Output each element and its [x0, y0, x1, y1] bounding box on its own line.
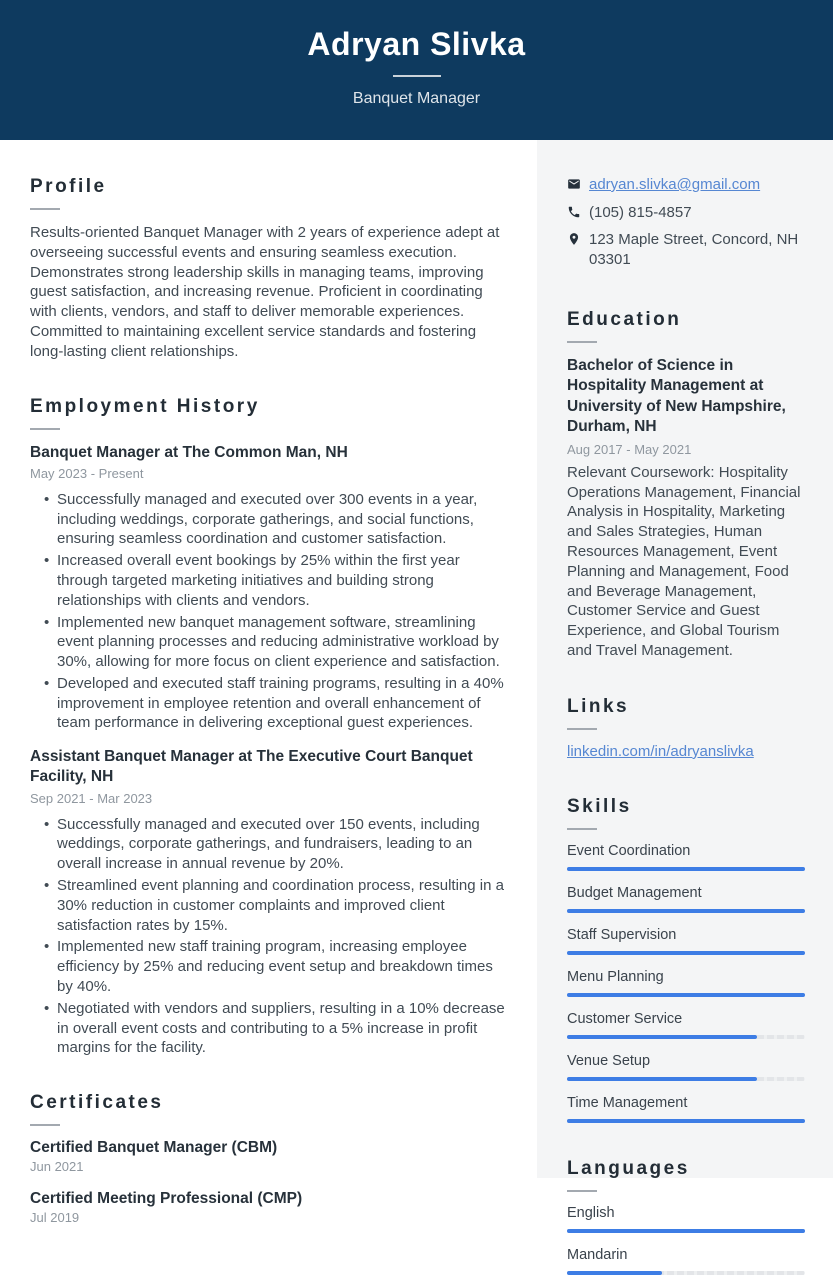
job-bullet-list — [30, 815, 507, 1059]
skill-bar-fill — [567, 1119, 805, 1123]
skill-bar-track — [567, 951, 805, 955]
skill-item — [567, 927, 805, 955]
email-link[interactable]: adryan.slivka@gmail.com — [589, 176, 761, 193]
job-entry — [30, 443, 507, 734]
phone-icon — [567, 203, 589, 225]
linkedin-link[interactable]: linkedin.com/in/adryanslivka — [567, 742, 754, 760]
profile-text: Results-oriented Banquet Manager with 2 years of experience adept at overseeing successful events and ensuring seamless execution. Demonstrates strong leadership skills in managing teams, improving guest satisfaction, and increasing revenue. Proficient in coordinating with clients, vendors, and staff to deliver memorable experiences. Committed to maintaining excellent service standards and fostering long-lasting client relationships. — [30, 224, 500, 360]
skill-name: Menu Planning — [567, 968, 664, 985]
skill-bar-fill — [567, 951, 805, 955]
sidebar-column — [537, 140, 833, 1263]
language-bar-fill — [567, 1271, 662, 1275]
job-bullet: • Developed and executed staff training programs, resulting in a 40% improvement in employee retention and overall enhancement of team performance in delivering exceptional guest experiences. — [30, 674, 507, 733]
languages-section — [567, 1158, 805, 1275]
section-divider — [567, 728, 597, 730]
certificate-date: Jul 2019 — [30, 1210, 80, 1226]
section-divider — [567, 828, 597, 830]
degree-title: Bachelor of Science in Hospitality Management at University of New Hampshire, Durham, NH — [567, 357, 786, 436]
skill-bar-track — [567, 993, 805, 997]
certificate-entry — [30, 1190, 507, 1225]
resume-body — [0, 140, 833, 1263]
certificates-section — [30, 1092, 507, 1225]
profile-heading: Profile — [30, 176, 107, 197]
certificates-heading: Certificates — [30, 1092, 164, 1114]
skills-heading: Skills — [567, 795, 632, 817]
section-divider — [30, 428, 60, 430]
envelope-icon — [567, 175, 589, 197]
job-bullet: • Negotiated with vendors and suppliers, resulting in a 10% decrease in overall event costs and contributing to a 5% increase in profit margins for the facility. — [30, 999, 507, 1058]
skill-bar-fill — [567, 1035, 757, 1039]
skill-bar-fill — [567, 993, 805, 997]
job-entry — [30, 747, 507, 1058]
contact-address-row — [567, 230, 805, 269]
skill-item — [567, 1095, 805, 1123]
contact-phone-row — [567, 203, 805, 225]
skill-name: Staff Supervision — [567, 926, 677, 943]
skill-item — [567, 885, 805, 913]
links-section — [567, 696, 805, 761]
skill-bar-fill — [567, 867, 805, 871]
contact-section — [567, 175, 805, 269]
job-dates: Sep 2021 - Mar 2023 — [30, 790, 153, 806]
skill-name: Customer Service — [567, 1010, 683, 1027]
candidate-job-title: Banquet Manager — [352, 90, 481, 107]
language-name: English — [567, 1204, 615, 1221]
phone-number: (105) 815-4857 — [589, 203, 692, 221]
certificate-name: Certified Banquet Manager (CBM) — [30, 1139, 278, 1157]
skill-item — [567, 843, 805, 871]
education-description: Relevant Coursework: Hospitality Operations Management, Financial Analysis in Hospitality, Marketing and Sales Strategies, Human Resources Management, Event Planning and Management, Food and Beverage Management, Customer Service and Guest Experience, and Global Tourism and Travel Management. — [567, 463, 801, 659]
job-bullet: • Successfully managed and executed over 300 events in a year, including weddings, corporate gatherings, and social functions, ensuring seamless coordination and customer satisfaction. — [30, 490, 507, 549]
contact-email-row — [567, 175, 805, 197]
employment-heading: Employment History — [30, 395, 260, 417]
language-item — [567, 1205, 805, 1233]
skill-item — [567, 969, 805, 997]
language-bar-fill — [567, 1229, 805, 1233]
education-heading: Education — [567, 309, 682, 330]
main-column — [0, 140, 537, 1226]
language-bar-track — [567, 1229, 805, 1233]
skill-bar-track — [567, 1077, 805, 1081]
skill-bar-track — [567, 867, 805, 871]
language-name: Mandarin — [567, 1246, 628, 1263]
job-bullet: • Implemented new staff training program, increasing employee efficiency by 25% and reducing event setup and breakdown times by 40%. — [30, 937, 507, 996]
skill-bar-track — [567, 1035, 805, 1039]
profile-section — [30, 176, 507, 362]
address-text: 123 Maple Street, Concord, NH 03301 — [589, 231, 799, 268]
job-bullet: • Successfully managed and executed over 150 events, including weddings, corporate gatherings, and fundraisers, leading to an overall increase in annual revenue by 20%. — [30, 815, 507, 874]
header-divider — [393, 75, 441, 77]
skills-section — [567, 796, 805, 1123]
job-bullet: • Implemented new banquet management software, streamlining event planning processes and reducing administrative workload by 30%, allowing for more focus on client experience and satisfaction. — [30, 613, 507, 672]
job-title: Banquet Manager at The Common Man, NH — [30, 443, 348, 461]
links-heading: Links — [567, 695, 630, 717]
skill-name: Time Management — [567, 1094, 688, 1111]
skill-name: Event Coordination — [567, 842, 691, 859]
section-divider — [567, 1190, 597, 1192]
skill-bar-track — [567, 909, 805, 913]
job-dates: May 2023 - Present — [30, 465, 144, 481]
job-title: Assistant Banquet Manager at The Executive Court Banquet Facility, NH — [30, 748, 473, 786]
language-bar-track — [567, 1271, 805, 1275]
resume-header — [0, 0, 833, 140]
skill-item — [567, 1053, 805, 1081]
skill-name: Budget Management — [567, 884, 702, 901]
language-item — [567, 1247, 805, 1275]
section-divider — [30, 1124, 60, 1126]
skill-bar-fill — [567, 909, 805, 913]
skill-bar-fill — [567, 1077, 757, 1081]
job-bullet: • Streamlined event planning and coordination process, resulting in a 30% reduction in customer complaints and improved client satisfaction rates by 15%. — [30, 876, 507, 935]
education-section — [567, 309, 805, 661]
certificate-name: Certified Meeting Professional (CMP) — [30, 1190, 303, 1208]
job-bullet-list — [30, 490, 507, 734]
section-divider — [567, 341, 597, 343]
certificate-entry — [30, 1139, 507, 1174]
education-dates: Aug 2017 - May 2021 — [567, 441, 692, 457]
languages-heading: Languages — [567, 1157, 690, 1179]
skill-item — [567, 1011, 805, 1039]
section-divider — [30, 208, 60, 210]
skill-name: Venue Setup — [567, 1052, 651, 1069]
candidate-name: Adryan Slivka — [307, 26, 526, 62]
job-bullet: • Increased overall event bookings by 25% within the first year through targeted marketing initiatives and building strong relationships with clients and vendors. — [30, 551, 507, 610]
employment-section — [30, 396, 507, 1059]
location-pin-icon — [567, 230, 589, 252]
skill-bar-track — [567, 1119, 805, 1123]
certificate-date: Jun 2021 — [30, 1159, 84, 1175]
